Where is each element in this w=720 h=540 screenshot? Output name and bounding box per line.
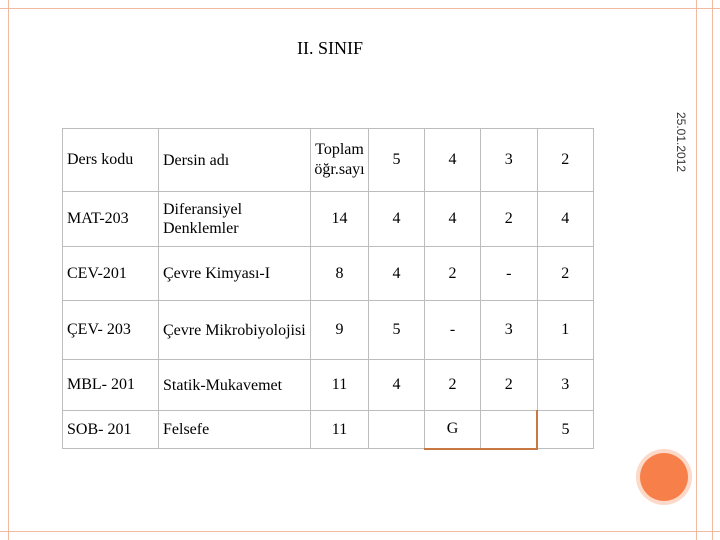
cell-grade-2: 1: [537, 301, 594, 360]
decorative-circle: [640, 453, 688, 501]
table-header-row: [63, 129, 594, 192]
cell-grade-3: 2: [481, 192, 538, 247]
frame-line-bottom: [0, 531, 720, 532]
table-row: [63, 301, 594, 360]
cell-total: 9: [311, 301, 369, 360]
cell-code: SOB- 201: [63, 411, 159, 449]
frame-line-left: [8, 0, 9, 540]
cell-grade-4: -: [425, 301, 481, 360]
cell-grade-5: 4: [369, 360, 425, 411]
cell-total: 14: [311, 192, 369, 247]
cell-code: MBL- 201: [63, 360, 159, 411]
cell-name: Çevre Kimyası-I: [159, 247, 311, 301]
cell-grade-3: -: [481, 247, 538, 301]
grades-table: [62, 128, 594, 450]
cell-grade-4: 2: [425, 360, 481, 411]
frame-line-right-inner: [696, 0, 697, 540]
cell-total: 8: [311, 247, 369, 301]
header-grade-2: 2: [537, 129, 594, 192]
date-label: 25.01.2012: [674, 112, 688, 173]
cell-grade-2: 4: [537, 192, 594, 247]
table-row: [63, 192, 594, 247]
header-total: Toplam öğr.sayı: [311, 129, 369, 192]
cell-name: Statik-Mukavemet: [159, 360, 311, 411]
cell-grade-5: [369, 411, 425, 449]
cell-grade-3: [481, 411, 538, 449]
cell-name: Çevre Mikrobiyolojisi: [159, 301, 311, 360]
cell-grade-5: 5: [369, 301, 425, 360]
cell-grade-3: 2: [481, 360, 538, 411]
cell-code: ÇEV- 203: [63, 301, 159, 360]
frame-line-top: [0, 8, 720, 9]
cell-grade-2: 2: [537, 247, 594, 301]
table-row: [63, 247, 594, 301]
header-grade-3: 3: [481, 129, 538, 192]
cell-grade-2: 5: [537, 411, 594, 449]
cell-grade-2: 3: [537, 360, 594, 411]
cell-code: CEV-201: [63, 247, 159, 301]
cell-grade-4: 4: [425, 192, 481, 247]
header-code: Ders kodu: [63, 129, 159, 192]
header-grade-4: 4: [425, 129, 481, 192]
cell-name: Diferansiyel Denklemler: [159, 192, 311, 247]
table-row: [63, 360, 594, 411]
cell-total: 11: [311, 411, 369, 449]
table-row: [63, 411, 594, 449]
frame-line-right-outer: [712, 0, 713, 540]
header-grade-5: 5: [369, 129, 425, 192]
cell-grade-4: 2: [425, 247, 481, 301]
page-title: II. SINIF: [297, 38, 363, 58]
cell-grade-5: 4: [369, 192, 425, 247]
cell-grade-4: G: [425, 411, 481, 449]
cell-grade-3: 3: [481, 301, 538, 360]
cell-code: MAT-203: [63, 192, 159, 247]
cell-total: 11: [311, 360, 369, 411]
cell-name: Felsefe: [159, 411, 311, 449]
header-name: Dersin adı: [159, 129, 311, 192]
cell-grade-5: 4: [369, 247, 425, 301]
